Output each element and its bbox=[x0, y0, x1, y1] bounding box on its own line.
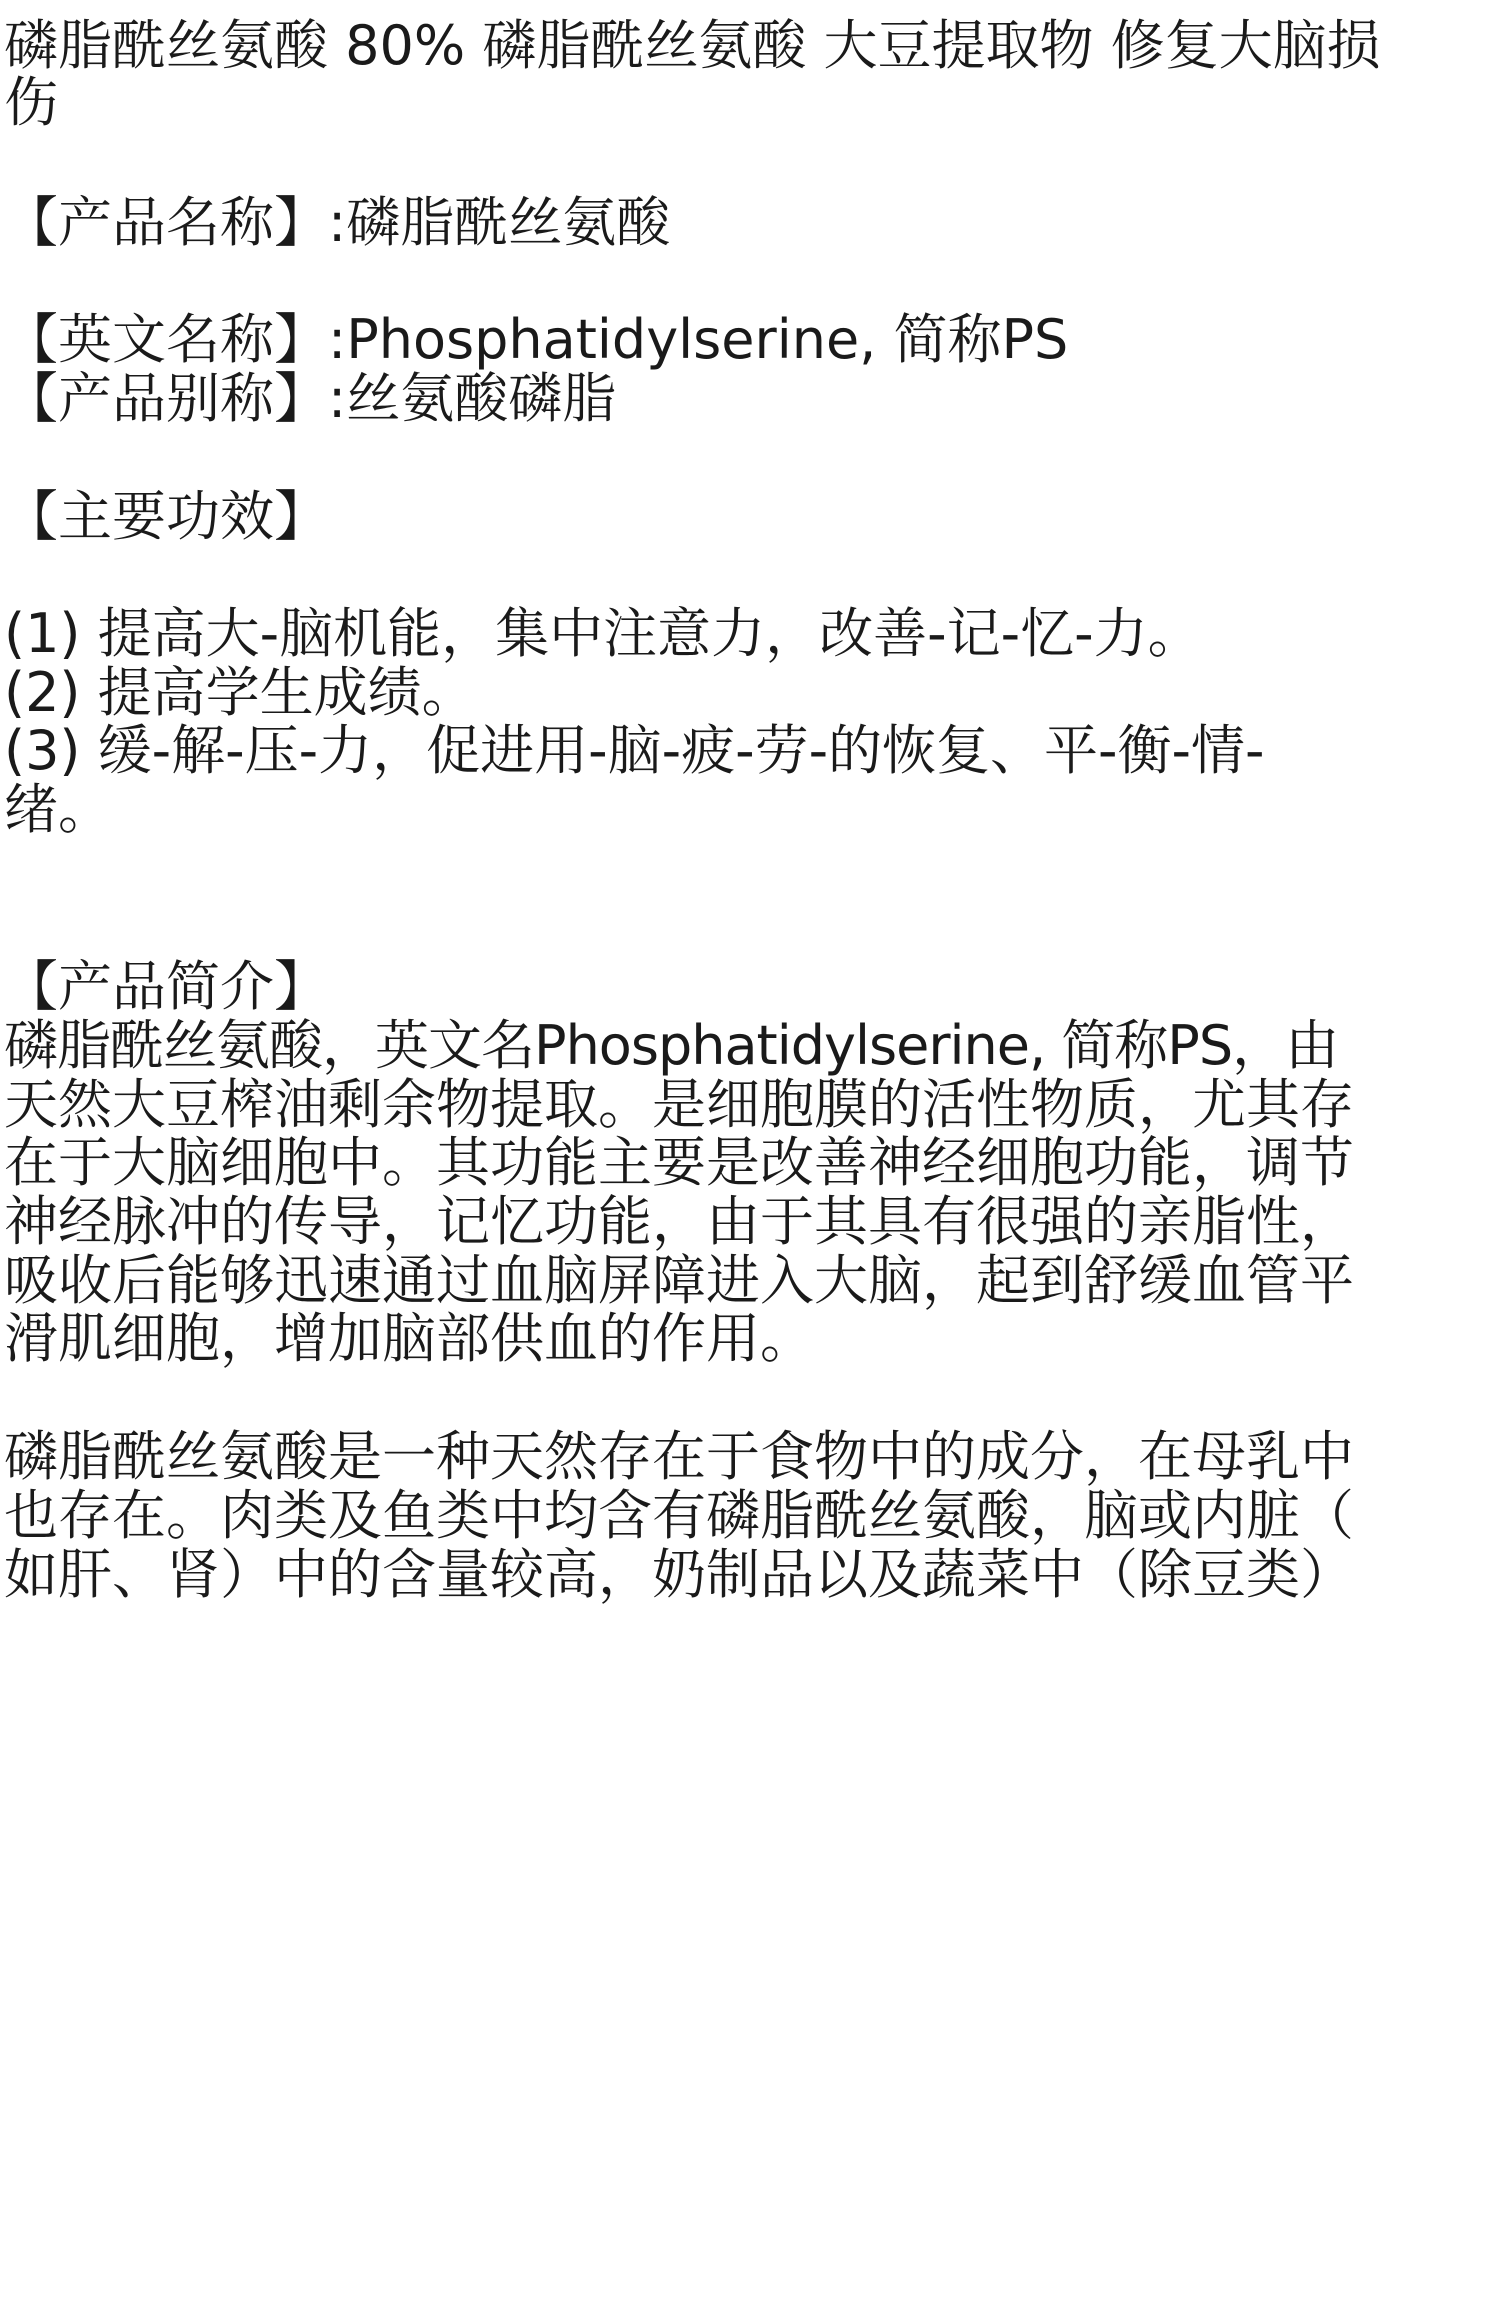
paragraph-line: 磷脂酰丝氨酸是一种天然存在于食物中的成分，在母乳中 bbox=[4, 1425, 1354, 1488]
intro-line: 在于大脑细胞中。其功能主要是改善神经细胞功能，调节 bbox=[4, 1131, 1354, 1194]
effect-item: (3) 缓-解-压-力，促进用-脑-疲-劳-的恢复、平-衡-情- bbox=[4, 719, 1265, 782]
intro-line: 神经脉冲的传导，记忆功能，由于其具有很强的亲脂性， bbox=[4, 1190, 1354, 1253]
intro-line: 天然大豆榨油剩余物提取。是细胞膜的活性物质，尤其存 bbox=[4, 1073, 1354, 1136]
effect-item: (2) 提高学生成绩。 bbox=[4, 661, 476, 724]
intro-line: 滑肌细胞，增加脑部供血的作用。 bbox=[4, 1307, 814, 1370]
document-title-continued: 伤 bbox=[4, 71, 58, 134]
effect-item: (1) 提高大-脑机能，集中注意力，改善-记-忆-力。 bbox=[4, 602, 1202, 665]
intro-line: 磷脂酰丝氨酸，英文名Phosphatidylserine, 简称PS，由 bbox=[4, 1014, 1339, 1077]
document-title: 磷脂酰丝氨酸 80% 磷脂酰丝氨酸 大豆提取物 修复大脑损 bbox=[4, 14, 1381, 77]
effect-item-continued: 绪。 bbox=[4, 778, 112, 841]
product-name: 【产品名称】:磷脂酰丝氨酸 bbox=[4, 191, 671, 254]
paragraph-line: 也存在。肉类及鱼类中均含有磷脂酰丝氨酸，脑或内脏（ bbox=[4, 1484, 1354, 1547]
main-effects-heading: 【主要功效】 bbox=[4, 485, 328, 548]
english-name: 【英文名称】:Phosphatidylserine, 简称PS bbox=[4, 308, 1069, 371]
product-alias: 【产品别称】:丝氨酸磷脂 bbox=[4, 367, 617, 430]
paragraph-line: 如肝、肾）中的含量较高，奶制品以及蔬菜中（除豆类） bbox=[4, 1543, 1354, 1606]
intro-heading: 【产品简介】 bbox=[4, 955, 328, 1018]
intro-line: 吸收后能够迅速通过血脑屏障进入大脑，起到舒缓血管平 bbox=[4, 1249, 1354, 1312]
